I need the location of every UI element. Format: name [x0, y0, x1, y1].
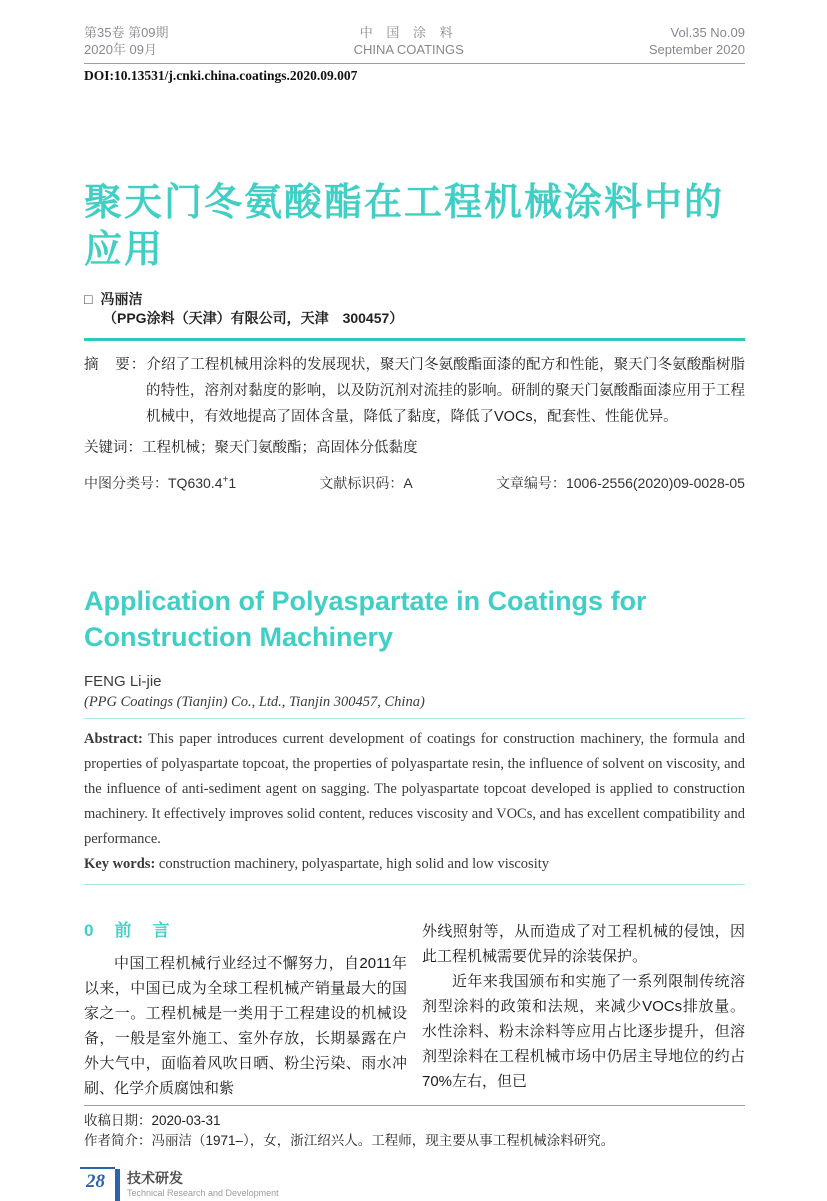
header-date-en: September 2020 [648, 42, 745, 57]
document-code [319, 473, 412, 493]
article-id-label: 文章编号： [495, 475, 566, 491]
intro-paragraph-right-2: 近年来我国颁布和实施了一系列限制传统溶剂型涂料的政策和法规，来减少VOCs排放量。水性涂料、粉末涂料等应用占比逐步提升，但溶剂型涂料在工程机械市场中仍居主导地位的约占70%左右，但已 [422, 973, 745, 1090]
affiliation-en: (PPG Coatings (Tianjin) Co., Ltd., Tianjin 300457, China) [84, 694, 425, 710]
abstract-en [84, 727, 745, 852]
document-code-value: A [403, 475, 413, 491]
keywords-en [84, 852, 745, 877]
footer-section-label [127, 1170, 279, 1199]
author-row [84, 290, 745, 309]
abstract-en-top-divider [84, 718, 745, 719]
page-number-box [80, 1167, 115, 1195]
keywords-en-label: Key words: [84, 856, 156, 872]
clc-tail: 1 [228, 475, 237, 491]
author-name-en: FENG Li-jie [84, 673, 162, 690]
article-id [496, 473, 745, 493]
journal-name-en: CHINA COATINGS [353, 42, 464, 57]
keywords-cn-label: 关键词： [84, 440, 142, 456]
keywords-cn-text: 工程机械；聚天门氨酸酯；高固体分低黏度 [142, 440, 418, 456]
article-title-cn [84, 180, 745, 274]
intro-paragraph-left: 中国工程机械行业经过不懈努力，自2011年以来，中国已成为全球工程机械产销量最大的国家之一。工程机械是一类用于工程建设的机械设备，一般是室外施工、室外存放，长期暴露在户外大气中，面临着风吹日晒、粉尘污染、雨水冲刷、化学介质腐蚀和紫 [84, 955, 407, 1097]
keywords-cn [84, 435, 745, 461]
footer-blue-bar [115, 1169, 120, 1201]
footnote-divider [84, 1105, 745, 1106]
affiliation-cn: （PPG涂料（天津）有限公司，天津 300457） [103, 310, 404, 326]
doi-line: DOI:10.13531/j.cnki.china.coatings.2020.09.007 [84, 68, 358, 83]
clc-superscript: + [222, 474, 229, 486]
header-date-cn: 2020年 09月 [84, 42, 157, 57]
body-column-left [84, 919, 407, 1101]
page-footer [80, 1167, 745, 1201]
article-id-value: 1006-2556(2020)09-0028-05 [565, 475, 745, 491]
abstract-en-text: This paper introduces current development of coatings for construction machinery, the formula and properties of polyaspartate topcoat, the properties of polyaspartate resin, the influence of solvent on viscosity, and the influence of anti-sediment agent on sagging. The polyaspartate topcoat developed is applied to construction machinery. It effectively improves solid content, reduces viscosity and VOCs, and has excellent compatibility and performance. [84, 731, 745, 847]
keywords-en-text: construction machinery, polyaspartate, high solid and low viscosity [155, 856, 549, 872]
title-divider [84, 338, 745, 341]
journal-header [84, 24, 745, 58]
author-bio-line [84, 1131, 745, 1151]
abstract-en-label: Abstract: [84, 731, 143, 747]
journal-name-cn: 中 国 涂 料 [359, 25, 458, 40]
abstract-en-bottom-divider [84, 884, 745, 885]
header-volume-cn: 第35卷 第09期 [84, 25, 169, 40]
header-divider [84, 63, 745, 64]
article-title-cn-line2: 应用 [84, 229, 165, 271]
body-columns [84, 919, 745, 1101]
section-heading-intro: 0 前 言 [84, 921, 172, 940]
intro-paragraph-right-1: 外线照射等，从而造成了对工程机械的侵蚀，因此工程机械需要优异的涂装保护。 [422, 923, 745, 965]
clc-number [84, 473, 236, 493]
author-bio-label: 作者简介： [84, 1133, 152, 1148]
clc-label: 中图分类号： [84, 475, 168, 491]
document-code-label: 文献标识码： [319, 475, 404, 491]
header-volume-en: Vol.35 No.09 [670, 25, 745, 40]
footer-section-en: Technical Research and Development [127, 1188, 279, 1198]
clc-value: TQ630.4 [168, 475, 223, 491]
article-title-cn-line1: 聚天门冬氨酸酯在工程机械涂料中的 [84, 182, 725, 224]
page-number: 28 [86, 1171, 105, 1192]
meta-row [84, 473, 745, 493]
footnote-block [84, 1111, 745, 1151]
author-square-icon: □ [84, 291, 93, 307]
received-date-label: 收稿日期： [84, 1113, 152, 1128]
header-volume-issue [84, 24, 169, 58]
abstract-cn [84, 352, 745, 430]
body-column-right [422, 919, 745, 1101]
received-date-line [84, 1111, 745, 1131]
abstract-cn-text: 介绍了工程机械用涂料的发展现状，聚天门冬氨酸酯面漆的配方和性能，聚天门冬氨酸酯树脂的特性，溶剂对黏度的影响，以及防沉剂对流挂的影响。研制的聚天门氨酸酯面漆应用于工程机械中，有效地提高了固体含量，降低了黏度，降低了VOCs，配套性、性能优异。 [146, 357, 746, 425]
header-volume-issue-en [649, 24, 745, 58]
author-name-cn: 冯丽洁 [100, 291, 143, 307]
footer-section-cn: 技术研发 [127, 1170, 183, 1186]
header-journal-name [354, 24, 464, 58]
received-date-value: 2020-03-31 [151, 1113, 221, 1128]
abstract-cn-label: 摘 要： [84, 357, 147, 373]
author-bio-text: 冯丽洁（1971–），女，浙江绍兴人。工程师，现主要从事工程机械涂料研究。 [151, 1133, 615, 1148]
article-title-en: Application of Polyaspartate in Coatings for Construction Machinery [84, 586, 647, 652]
